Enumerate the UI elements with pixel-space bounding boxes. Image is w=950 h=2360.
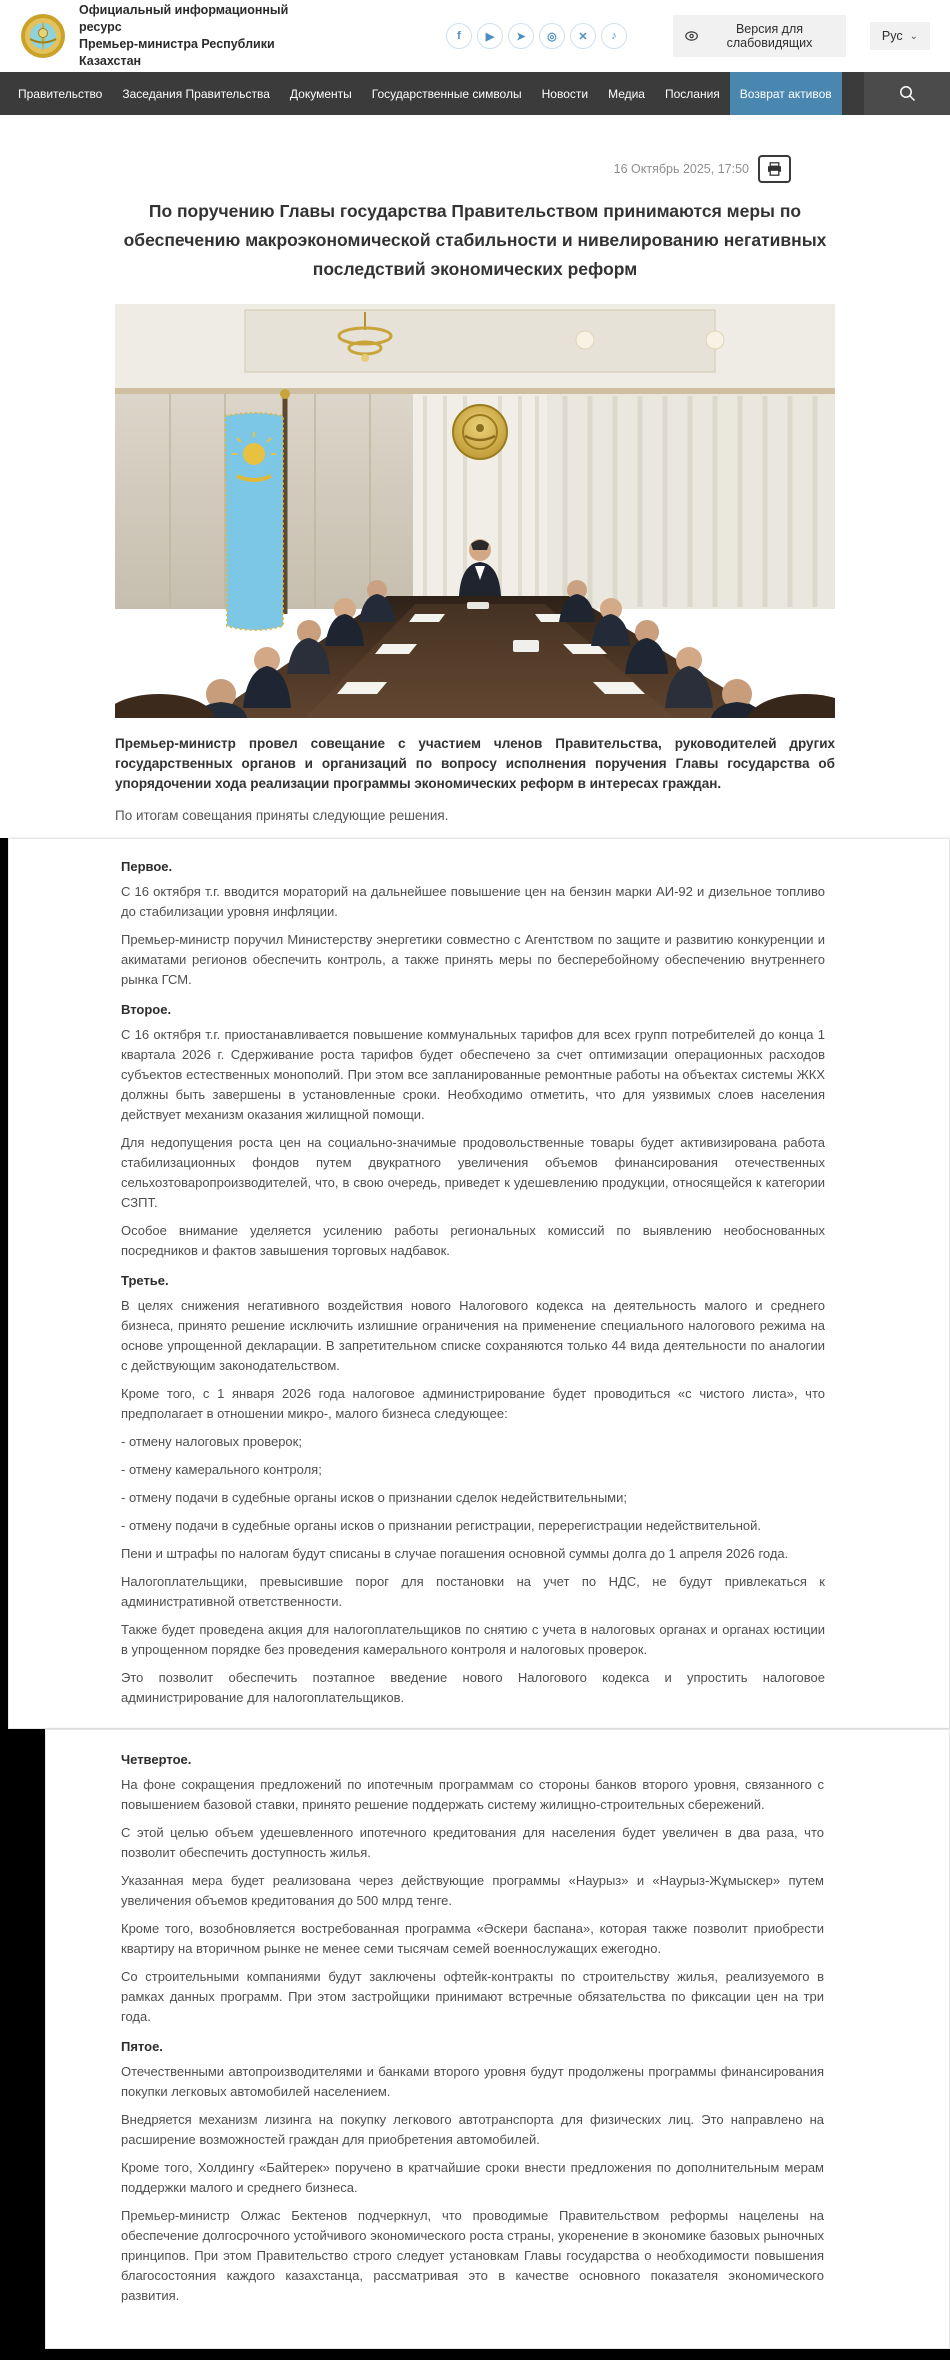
site-header [0,0,950,72]
nav-item-возврат-активов[interactable]: Возврат активов [730,72,842,115]
article-intro: По итогам совещания приняты следующие решения. [115,808,449,823]
article-paragraph: Для недопущения роста цен на социально-значимые продовольственные товары будет активизирована работа стабилизационных фондов путем двукратного увеличения объемов финансирования отечественных сельхозтоваропроизводителей, что, в свою очередь, приведет к удешевлению продукции, относящейся к категории СЗПТ. [121,1135,825,1210]
nav-item-государственные-символы[interactable]: Государственные символы [371,86,522,101]
article-paragraph: Премьер-министр Олжас Бектенов подчеркнул, что проводимые Правительством реформы нацелены на обеспечение долгосрочного устойчивого экономического роста страны, укоренение в экономике базовых рыночных принципов. При этом Правительство строго следует установкам Главы государства о необходимости повышения благосостояния каждого казахстанца, рассматривая это в качестве основного показателя экономического развития. [121,2208,824,2303]
kazakhstan-emblem-logo[interactable] [20,13,66,59]
main-nav-items [0,72,842,115]
state-emblem [453,405,507,459]
nav-item-правительство[interactable]: Правительство [18,86,103,101]
eye-icon [685,30,698,42]
article-date: 16 Октябрь 2025, 17:50 [613,162,749,176]
article [115,115,835,825]
x-icon[interactable]: ✕ [570,23,596,49]
article-date-row [115,115,835,183]
article-paragraph: Кроме того, с 1 января 2026 года налоговое администрирование будет проводиться «с чистого листа», что предполагает в отношении микро-, малого бизнеса следующее: [121,1386,825,1421]
article-body-section [0,838,950,2360]
site-title-line1: Официальный информационный ресурс [79,3,289,34]
chair-back [115,694,215,718]
section-heading: Пятое. [121,2039,163,2054]
nav-item-документы[interactable]: Документы [289,86,352,101]
telegram-icon[interactable]: ➤ [508,23,534,49]
article-paragraph: Премьер-министр поручил Министерству энергетики совместно с Агентством по защите и развитию конкуренции и акиматами регионов обеспечить контроль, а также принять меры по бесперебойному обеспечению внутреннего рынка ГСМ. [121,932,825,987]
page-title: По поручению Главы государства Правительством принимаются меры по обеспечению макроэкономической стабильности и нивелированию негативных последствий экономических реформ [123,201,827,279]
article-paragraph: - отмену камерального контроля; [121,1462,322,1477]
article-paragraph: Указанная мера будет реализована через действующие программы «Наурыз» и «Наурыз-Жұмыскер» путем увеличения объемов кредитования до 500 млрд тенге. [121,1873,824,1908]
article-paragraph: Кроме того, Холдингу «Байтерек» поручено в кратчайшие сроки внести предложения по дополнительным мерам поддержки малого и среднего бизнеса. [121,2160,824,2195]
nav-item-новости[interactable]: Новости [541,86,589,101]
article-paragraph: Кроме того, возобновляется востребованная программа «Әскери баспана», которая также позволит приобрести квартиру на вторичном рынке не менее семи тысячам семей военнослужащих ежегодно. [121,1921,824,1956]
social-links [446,23,627,49]
article-paragraph: С 16 октября т.г. вводится мораторий на дальнейшее повышение цен на бензин марки АИ-92 и дизельное топливо до стабилизации уровня инфляции. [121,884,825,919]
projector [513,640,539,652]
section-heading: Второе. [121,1002,172,1017]
youtube-icon[interactable]: ▶ [477,23,503,49]
article-paragraph: Особое внимание уделяется усилению работы региональных комиссий по выявлению необоснованных посредников и фактов завышения торговых надбавок. [121,1223,825,1258]
print-button[interactable] [758,155,791,183]
printer-icon [767,162,782,176]
nav-item-послания[interactable]: Послания [664,86,720,101]
nav-item-медиа[interactable]: Медиа [608,86,645,101]
article-card-2 [45,1729,950,2349]
article-card-1 [8,838,950,1729]
tiktok-icon[interactable]: ♪ [601,23,627,49]
kazakhstan-flag [225,389,290,630]
section-heading: Четвертое. [121,1752,192,1767]
article-paragraph: С этой целью объем удешевленного ипотечного кредитования для населения будет увеличен в два раза, что позволит обеспечить доступность жилья. [121,1825,824,1860]
article-paragraph: Со строительными компаниями будут заключены офтейк-контракты по строительству жилья, реализуемого в рамках данных программ. При этом застройщики принимают встречные обязательства по фиксации цен на три года. [121,1969,824,2024]
section-heading: Третье. [121,1273,169,1288]
article-paragraph: - отмену подачи в судебные органы исков о признании регистрации, перерегистрации недействительной. [121,1518,762,1533]
site-title [79,2,296,70]
meeting-photo [115,304,835,718]
article-paragraph: - отмену налоговых проверок; [121,1434,302,1449]
article-paragraph: Внедряется механизм лизинга на покупку легкового автотранспорта для физических лиц. Это направлено на расширение возможностей граждан для приобретения автомобилей. [121,2112,824,2147]
article-paragraph: Отечественными автопроизводителями и банками второго уровня будут продолжены программы финансирования покупки легковых автомобилей населением. [121,2064,824,2099]
article-paragraph: Пени и штрафы по налогам будут списаны в случае погашения основной суммы долга до 1 апреля 2026 года. [121,1546,789,1561]
accessibility-version-label: Версия для слабовидящих [726,22,813,50]
nav-item-заседания-правительства[interactable]: Заседания Правительства [122,86,270,101]
accessibility-version-button[interactable] [673,15,846,57]
article-paragraph: С 16 октября т.г. приостанавливается повышение коммунальных тарифов для всех групп потребителей до конца 1 квартала 2026 г. Сдерживание роста тарифов будет обеспечено за счет оптимизации операционных расходов субъектов естественных монополий. При этом все запланированные ремонтные работы на объектах системы ЖКХ должны быть завершены в установленные сроки. Необходимо отметить, что для уязвимых слоев населения действует механизм оказания жилищной помощи. [121,1027,825,1122]
article-paragraph: На фоне сокращения предложений по ипотечным программам со стороны банков второго уровня, связанного с повышением базовой ставки, принято решение поддержать систему жилищно-строительных сбережений. [121,1777,824,1812]
chair-back [747,694,835,718]
main-nav [0,72,950,115]
article-paragraph: Также будет проведена акция для налогоплательщиков по снятию с учета в налоговых органах и органах юстиции в упрощенном порядке без проведения камерального контроля и налоговых проверок. [121,1622,825,1657]
meeting-photo-graphic [115,304,835,718]
instagram-icon[interactable]: ◎ [539,23,565,49]
chevron-down-icon: ⌄ [909,30,918,42]
article-paragraph: Это позволит обеспечить поэтапное введение нового Налогового кодекса и упростить налоговое администрирование для налогоплательщиков. [121,1670,825,1705]
search-button[interactable] [864,72,950,115]
article-lead: Премьер-министр провел совещание с участием членов Правительства, руководителей других государственных органов и организаций по вопросу исполнения поручения Главы государства об упорядочении хода реализации программы экономических реформ в интересах граждан. [115,736,835,791]
site-title-line2: Премьер-министра Республики Казахстан [79,37,275,68]
search-icon [899,85,916,102]
language-label: Рус [881,29,903,43]
article-paragraph: Налогоплательщики, превысившие порог для постановки на учет по НДС, не будут привлекаться к административной ответственности. [121,1574,825,1609]
article-paragraph: В целях снижения негативного воздействия нового Налогового кодекса на деятельность малого и среднего бизнеса, принято решение исключить излишние ограничения на применение специального налогового режима на основе упрощенной декларации. В запретительном списке сохраняются только 44 вида деятельности по аналогии с действующим законодательством. [121,1298,825,1373]
article-paragraph: - отмену подачи в судебные органы исков о признании сделок недействительными; [121,1490,627,1505]
language-selector[interactable] [870,22,930,50]
section-heading: Первое. [121,859,173,874]
facebook-icon[interactable]: f [446,23,472,49]
